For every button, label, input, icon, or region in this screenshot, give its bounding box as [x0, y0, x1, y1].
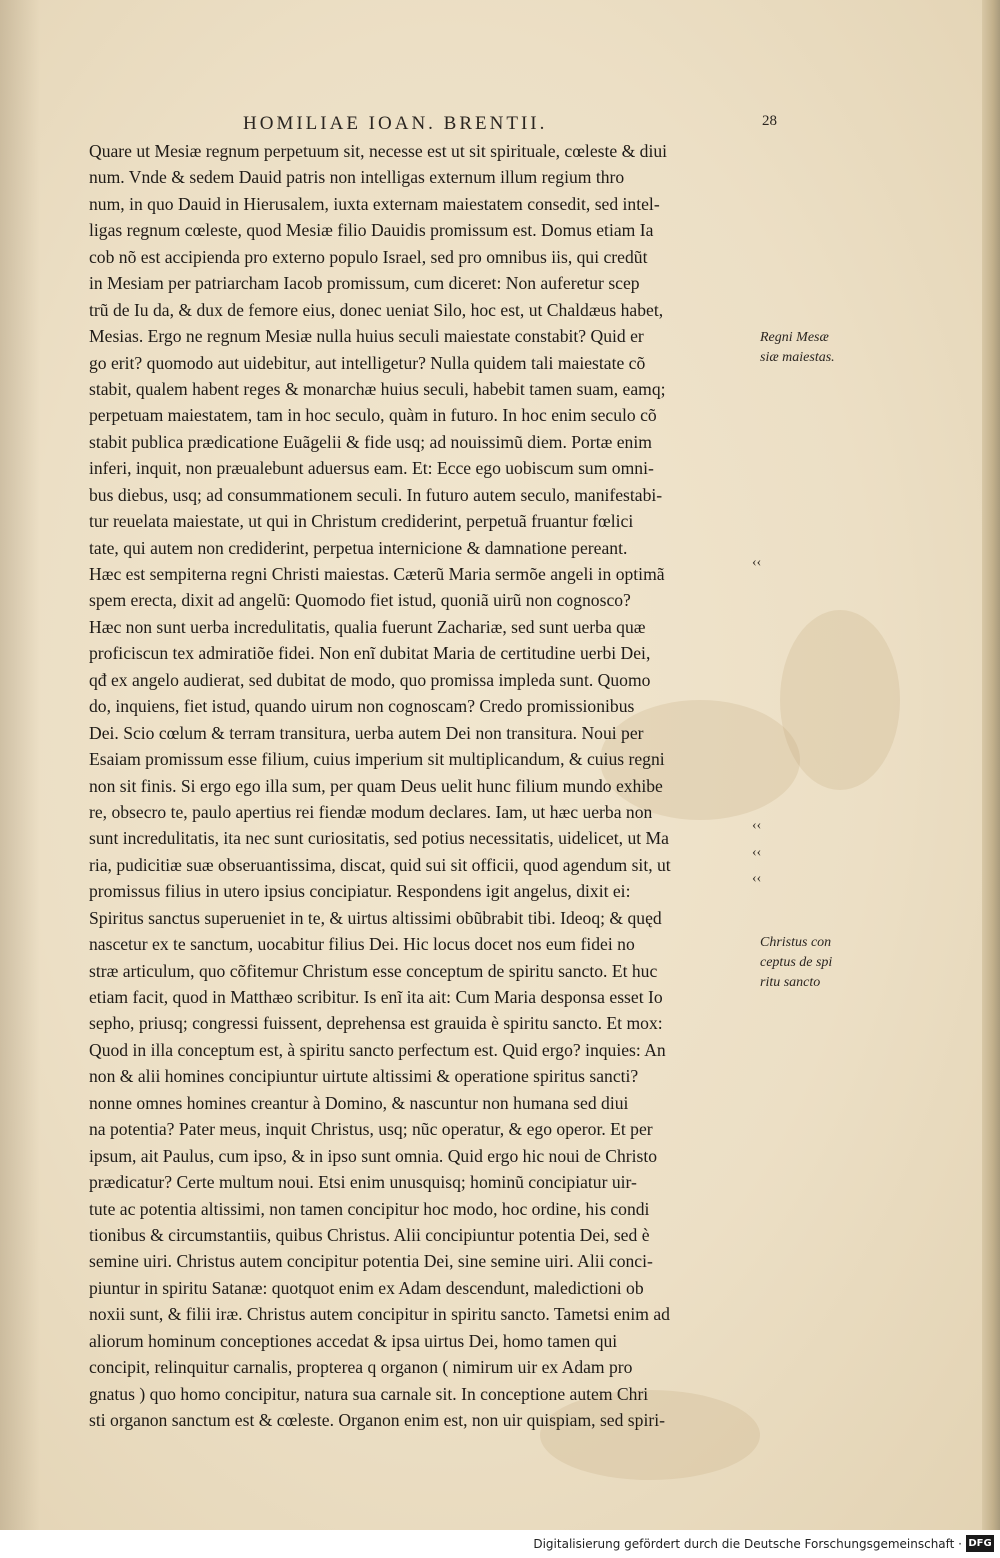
marginal-note-christus [760, 933, 860, 993]
text-line: stræ articulum, quo cõfitemur Christum esse conceptum de spiritu sancto. Et huc [89, 960, 658, 981]
text-line: spem erecta, dixit ad angelũ: Quomodo fiet istud, quoniã uirũ non cognosco? [89, 590, 631, 611]
text-line: Hæc non sunt uerba incredulitatis, qualia fuerunt Zachariæ, sed sunt uerba quæ [89, 616, 646, 637]
text-line: semine uiri. Christus autem concipitur potentia Dei, sine semine uiri. Alii conci- [89, 1251, 653, 1272]
text-line: stabit publica prædicatione Euãgelii & fide usq; ad nouissimũ diem. Portæ enim [89, 431, 652, 452]
text-line: ria, pudicitiæ suæ obseruantissima, discat, quid sui sit officii, quod agendum sit, ut [89, 854, 671, 875]
quotation-mark: ‹‹ [752, 818, 762, 833]
text-line: tute ac potentia altissimi, non tamen concipitur hoc modo, hoc ordine, his condi [89, 1198, 650, 1219]
text-line: Mesias. Ergo ne regnum Mesiæ nulla huius seculi maiestate constabit? Quid er [89, 326, 644, 347]
marginal-note-line: Regni Mesæ [760, 330, 829, 345]
marginal-note-line: ceptus de spi [760, 955, 833, 970]
text-line: perpetuam maiestatem, tam in hoc seculo, quàm in futuro. In hoc enim seculo cõ [89, 405, 657, 426]
text-line: sti organon sanctum est & cœleste. Organon enim est, non uir quispiam, sed spiri- [89, 1410, 665, 1430]
text-line: ligas regnum cœleste, quod Mesiæ filio Dauidis promissum est. Domus etiam Ia [89, 220, 654, 241]
page-gutter-shadow [0, 0, 40, 1530]
text-line: tur reuelata maiestate, ut qui in Christum crediderint, perpetuã fruantur fœlici [89, 511, 634, 532]
text-line: re, obsecro te, paulo apertius rei fiendæ modum declares. Iam, ut hæc uerba non [89, 801, 653, 822]
text-line: stabit, qualem habent reges & monarchæ huius seculi, habebit tamen suam, eamq; [89, 378, 666, 399]
text-line: in Mesiam per patriarcham Iacob promissum, cum diceret: Non auferetur scep [89, 273, 640, 294]
text-line: sunt incredulitatis, ita nec sunt curiositatis, sed potius necessitatis, uidelicet, ut Ma [89, 828, 669, 849]
text-line: gnatus ) quo homo concipitur, natura sua carnale sit. In conceptione autem Chri [89, 1383, 649, 1404]
marginal-note-line: Christus con [760, 935, 832, 950]
text-line: bus diebus, usq; ad consummationem seculi. In futuro autem seculo, manifestabi- [89, 484, 663, 505]
footer-credit: Digitalisierung gefördert durch die Deutsche Forschungsgemeinschaft · [533, 1537, 962, 1551]
text-line: Quod in illa conceptum est, à spiritu sancto perfectum est. Quid ergo? inquies: An [89, 1039, 666, 1060]
text-line: trũ de Iu da, & dux de femore eius, donec ueniat Silo, hoc est, ut Chaldæus habet, [89, 299, 664, 320]
folio-number: 28 [762, 113, 777, 129]
running-head: HOMILIAE IOAN. BRENTII. [243, 113, 548, 134]
quotation-mark: ‹‹ [752, 871, 762, 886]
marginal-note-regni [760, 328, 860, 368]
text-line: Quare ut Mesiæ regnum perpetuum sit, necesse est ut sit spirituale, cœleste & diui [89, 141, 668, 161]
text-line: sepho, priusq; congressi fuissent, deprehensa est grauida è spiritu sancto. Et mox: [89, 1013, 663, 1034]
text-line: piuntur in spiritu Satanæ: quotquot enim ex Adam descendunt, maledictioni ob [89, 1277, 644, 1298]
text-line: Hæc est sempiterna regni Christi maiestas. Cæterũ Maria sermõe angeli in optimã [89, 564, 665, 584]
body-text [89, 138, 761, 1433]
text-line: inferi, inquit, non præualebunt aduersus eam. Et: Ecce ego uobiscum sum omni- [89, 458, 654, 479]
page-edge [982, 0, 1000, 1530]
text-line: na potentia? Pater meus, inquit Christus, usq; nũc operatur, & ego operor. Et per [89, 1119, 653, 1140]
text-line: go erit? quomodo aut uidebitur, aut intelligetur? Nulla quidem tali maiestate cõ [89, 352, 646, 373]
text-line: Spiritus sanctus superueniet in te, & uirtus altissimi obũbrabit tibi. Ideoq; & quęd [89, 907, 662, 928]
quotation-mark: ‹‹ [752, 555, 762, 570]
text-line: ipsum, ait Paulus, cum ipso, & in ipso sunt omnia. Quid ergo hic noui de Christo [89, 1145, 658, 1166]
text-line: Esaiam promissum esse filium, cuius imperium sit multiplicandum, & cuius regni [89, 749, 665, 770]
text-line: num. Vnde & sedem Dauid patris non intelligas externum illum regium thro [89, 167, 625, 188]
text-line: noxii sunt, & filii iræ. Christus autem concipitur in spiritu sancto. Tametsi enim ad [89, 1304, 670, 1325]
text-line: concipit, relinquitur carnalis, propterea q organon ( nimirum uir ex Adam pro [89, 1357, 633, 1378]
text-line: promissus filius in utero ipsius concipiatur. Respondens igit angelus, dixit ei: [89, 881, 631, 902]
text-line: non sit finis. Si ergo ego illa sum, per quam Deus uelit hunc filium mundo exhibe [89, 775, 663, 796]
text-line: nascetur ex te sanctum, uocabitur filius Dei. Hic locus docet nos eum fidei no [89, 934, 635, 955]
text-line: prædicatur? Certe multum noui. Etsi enim unusquisq; hominũ concipiatur uir- [89, 1172, 637, 1193]
marginal-note-line: ritu sancto [760, 975, 821, 990]
text-line: etiam facit, quod in Matthæo scribitur. Is enĩ ita ait: Cum Maria desponsa esset Io [89, 987, 663, 1007]
text-line: do, inquiens, fiet istud, quando uirum non cognoscam? Credo promissionibus [89, 696, 635, 717]
text-line: aliorum hominum conceptiones accedat & ipsa uirtus Dei, homo tamen qui [89, 1330, 618, 1351]
text-line: tate, qui autem non crediderint, perpetua internicione & damnatione pereant. [89, 537, 628, 558]
marginal-note-line: siæ maiestas. [760, 350, 835, 365]
text-line: Dei. Scio cœlum & terram transitura, uerba autem Dei non transitura. Noui per [89, 722, 644, 743]
dfg-logo: DFG [966, 1535, 994, 1552]
text-line: qđ ex angelo audierat, sed dubitat de modo, quo promissa impleda sunt. Quomo [89, 669, 651, 690]
text-line: nonne omnes homines creantur à Domino, & nascuntur non humana sed diui [89, 1092, 629, 1113]
quotation-mark: ‹‹ [752, 845, 762, 860]
text-line: non & alii homines concipiuntur uirtute altissimi & operatione spiritus sancti? [89, 1066, 639, 1087]
text-line: cob nõ est accipienda pro externo populo Israel, sed pro omnibus iis, qui credũt [89, 246, 648, 267]
text-line: proficiscun tex admiratiõe fidei. Non enĩ dubitat Maria de certitudine uerbi Dei, [89, 643, 651, 664]
text-line: num, in quo Dauid in Hierusalem, iuxta externam maiestatem consedit, sed intel- [89, 193, 660, 214]
text-line: tionibus & circumstantiis, quibus Christus. Alii concipiuntur potentia Dei, sed è [89, 1224, 650, 1245]
